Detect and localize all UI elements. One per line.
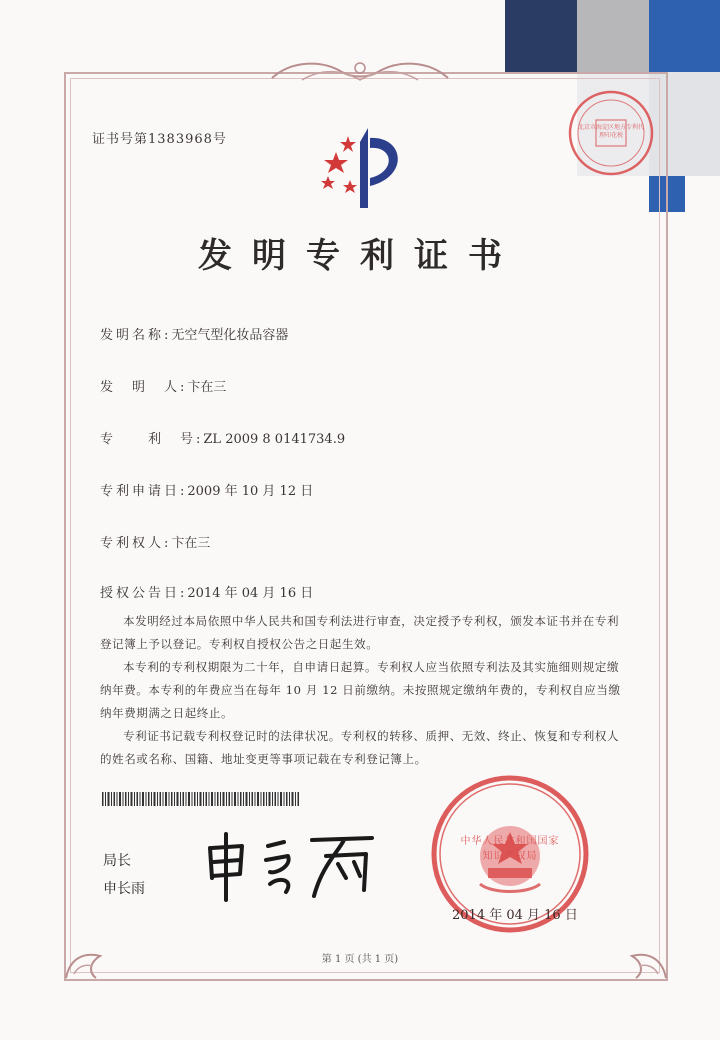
director-signature [196, 826, 386, 906]
corner-block-navy [505, 0, 577, 72]
sipo-logo [314, 122, 414, 212]
field-value: 卞在三 [171, 536, 211, 551]
certificate-body [100, 610, 630, 771]
paragraph-2: 本专利的专利权期限为二十年，自申请日起算。专利权人应当依照专利法及其实施细则规定缴纳年费。本专利的年费应当在每年 10 月 12 日前缴纳。未按照规定缴纳年费的，专利权自应当缴纳年费期满之日起终止。 [100, 660, 621, 720]
field-invention-name [100, 324, 288, 343]
certificate-title: 发明专利证书 [198, 236, 522, 276]
paragraph-3: 专利证书记载专利权登记时的法律状况。专利权的转移、质押、无效、终止、恢复和专利权人的姓名或名称、国籍、地址变更等事项记载在专利登记簿上。 [100, 729, 620, 766]
field-label: 专 利 号: [100, 432, 204, 447]
field-value: 卞在三 [187, 380, 227, 395]
page-footer: 第 1 页 (共 1 页) [321, 954, 399, 965]
field-inventor [100, 376, 226, 395]
certificate-number: 证书号第1383968号 [92, 132, 227, 147]
field-value: ZL 2009 8 0141734.9 [203, 432, 346, 447]
field-value: 无空气型化妆品容器 [171, 328, 289, 343]
tax-stamp-text: 北京市海淀区地方专利代理印花税 [578, 124, 645, 139]
field-grant-date [100, 582, 313, 601]
official-seal-text: 中华人民共和国国家知识产权局 [460, 836, 560, 862]
paragraph-1: 本发明经过本局依照中华人民共和国专利法进行审查，决定授予专利权，颁发本证书并在专利登记簿上予以登记。专利权自授权公告之日起生效。 [100, 614, 620, 651]
seal-date: 2014 年 04 月 16 日 [452, 908, 578, 923]
director-name: 申长雨 [103, 881, 145, 897]
field-label: 授权公告日: [100, 586, 188, 601]
field-value: 2014 年 04 月 16 日 [187, 586, 314, 601]
corner-block-blue [649, 0, 720, 72]
field-label: 发 明 人: [100, 380, 188, 395]
field-label: 专利申请日: [100, 484, 188, 499]
field-label: 发明名称: [100, 328, 172, 343]
corner-block-gray [577, 0, 649, 72]
field-application-date [100, 480, 313, 499]
top-ornament [262, 58, 458, 86]
field-patentee [100, 532, 210, 551]
field-label: 专利权人: [100, 536, 172, 551]
barcode [102, 792, 300, 806]
director-title: 局长 [103, 853, 131, 869]
field-value: 2009 年 10 月 12 日 [187, 484, 314, 499]
field-patent-number [100, 428, 345, 447]
